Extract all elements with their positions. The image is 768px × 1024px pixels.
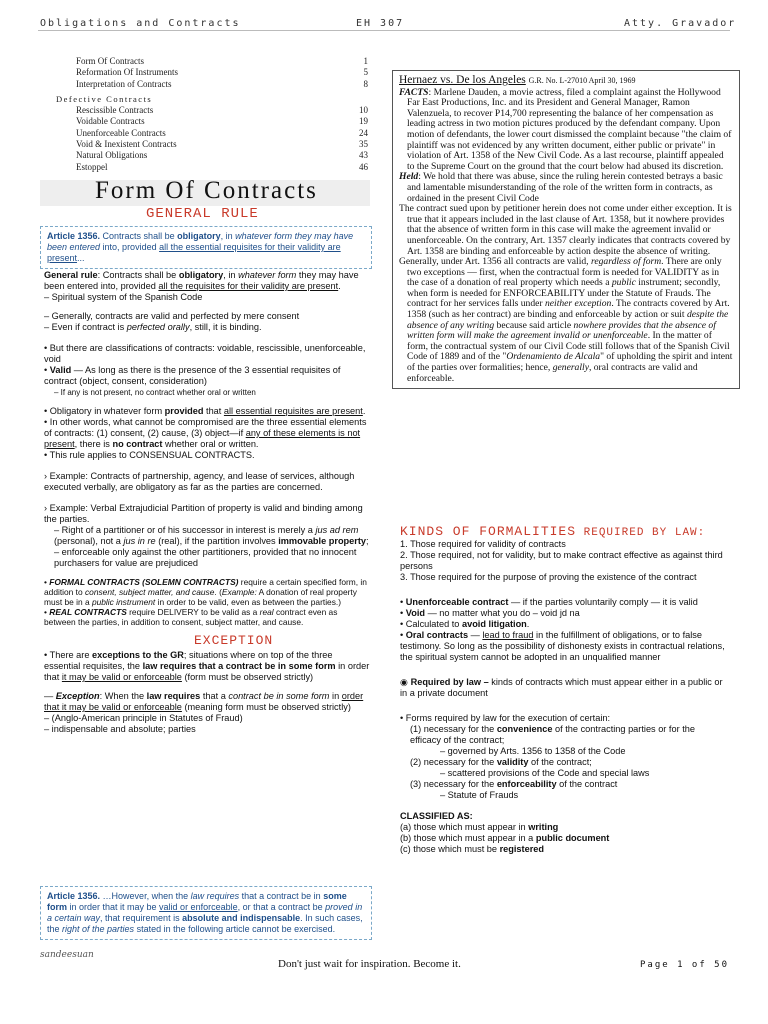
right-column — [400, 524, 726, 855]
example-item: › Example: Contracts of partnership, agency, and lease of services, although executed verbally, are obligatory as far as the parties are concerned. — [44, 471, 355, 492]
list-item: ◉ Required by law – kinds of contracts which must appear either in a public or in a private document — [400, 677, 723, 698]
list-item: — Exception: When the law requires that a contract be in some form in order that it may be valid or enforceable (meaning form must be observed strictly) — [44, 691, 364, 712]
page-title: Form Of Contracts — [95, 177, 318, 204]
list-item: • In other words, what cannot be compromised are the three essential elements of contracts: (1) consent, (2) cause, (3) object—if any of these elements is not present, there is no contract whether oral or written. — [44, 417, 367, 449]
general-rule-text: General rule: Contracts shall be obligatory, in whatever form they may have been entered into, provided all the requisites for their validity are present. — [44, 270, 359, 291]
list-item: – Spiritual system of the Spanish Code — [44, 292, 203, 302]
exception-heading: EXCEPTION — [194, 633, 274, 648]
list-item: – If any is not present, no contract whether oral or written — [54, 388, 256, 397]
list-item: – Generally, contracts are valid and perfected by mere consent — [44, 311, 300, 321]
real-contracts-item: • REAL CONTRACTS require DELIVERY to be valid as a real contract even as between the parties, in addition to consent, subject matter, and cause. — [44, 607, 338, 627]
formal-contracts-item: • FORMAL CONTRACTS (SOLEMN CONTRACTS) require a certain specified form, in addition to consent, subject matter, and cause. (Example: A donation of real property must be in a public instrument in order to be valid, even as between the parties.) — [44, 577, 367, 607]
list-item: (b) those which must appear in a public document — [400, 833, 610, 843]
table-of-contents — [56, 56, 368, 173]
list-item: • Void — no matter what you do – void jd na — [400, 608, 580, 618]
toc-item[interactable]: Unenforceable Contracts 24 — [76, 127, 368, 138]
list-item: • There are exceptions to the GR; situations where on top of the three essential requisites, the law requires that a contract be in some form in order that it may be valid or enforceable (form must be observed strictly) — [44, 650, 370, 682]
list-item: – indispensable and absolute; parties — [44, 724, 196, 734]
list-item: 3. Those required for the purpose of proving the existence of the contract — [400, 572, 697, 582]
header-rule — [38, 30, 730, 31]
list-item: (c) those which must be registered — [400, 844, 545, 854]
header-course-code: EH 307 — [356, 18, 405, 29]
list-item: (3) necessary for the enforceability of the contract — [410, 779, 618, 789]
list-item: • Obligatory in whatever form provided that all essential requisites are present. — [44, 406, 366, 416]
list-item: • Oral contracts — lead to fraud in the fulfillment of obligations, or to false testimony. So long as the possibility of dishonesty exists in contractual relations, the spiritual system cannot be adopted in an unqualified manner — [400, 630, 725, 662]
list-item: – Even if contract is perfected orally, still, it is binding. — [44, 322, 262, 332]
list-item: • This rule applies to CONSENSUAL CONTRACTS. — [44, 450, 255, 460]
list-item: – scattered provisions of the Code and special laws — [440, 768, 650, 778]
toc-item[interactable]: Estoppel 46 — [76, 161, 368, 172]
signature: sandeesuan — [40, 950, 94, 960]
toc-item[interactable]: Void & Inexistent Contracts 35 — [76, 139, 368, 150]
list-item: • But there are classifications of contracts: voidable, rescissible, unenforceable, void — [44, 343, 366, 364]
header-instructor: Atty. Gravador — [624, 18, 737, 29]
kinds-heading: KINDS OF FORMALITIES REQUIRED BY LAW: — [400, 524, 706, 539]
list-item: – Right of a partitioner or of his successor in interest is merely a jus ad rem (personal), not a jus in re (real), if the partition involves immovable property; — [54, 525, 369, 546]
case-paragraph: Generally, under Art. 1356 all contracts are valid, regardless of form. There are only two exceptions — first, when the contractual form is needed for VALIDITY as in the case of a donation of real property which needs a public instrument; secondly, when form is needed for ENFORCEABILITY under the Statute of Frauds. The contract for her services falls under neither exception. The contracts covered by Art. 1358 (such as her contract) are binding and enforceable by action or suit despite the absence of any writing because said article nowhere provides that the absence of written form will make the agreement invalid or unenforceable. In the matter of form, the contractual system of our Civil Code still follows that of the Spanish Civil Code of 1889 and of the "Ordenamiento de Alcala" of upholding the spirit and intent of the parties over formalities; hence, generally, oral contracts are valid and enforceable. — [399, 256, 733, 384]
case-digest-box — [392, 70, 740, 389]
list-item: 1. Those required for validity of contracts — [400, 539, 566, 549]
list-item: (1) necessary for the convenience of the contracting parties or for the efficacy of the contract; — [410, 724, 695, 745]
list-item: • Unenforceable contract — if the parties voluntarily comply — it is valid — [400, 597, 698, 607]
toc-item[interactable]: Reformation Of Instruments 5 — [76, 67, 368, 78]
toc-item[interactable]: Form Of Contracts 1 — [76, 56, 368, 66]
toc-item[interactable]: Natural Obligations 43 — [76, 150, 368, 161]
toc-defective-heading: Defective Contracts — [56, 93, 153, 104]
footer-quote: Don't just wait for inspiration. Become it. — [278, 958, 461, 970]
list-item: (2) necessary for the validity of the contract; — [410, 757, 592, 767]
list-item: 2. Those required, not for validity, but to make contract effective as against third persons — [400, 550, 723, 571]
list-item: – governed by Arts. 1356 to 1358 of the Code — [440, 746, 626, 756]
list-item: • Calculated to avoid litigation. — [400, 619, 530, 629]
list-item: – enforceable only against the other partitioners, provided that no innocent purchasers for value are prejudiced — [54, 547, 357, 568]
toc-item[interactable]: Voidable Contracts 19 — [76, 116, 368, 127]
classified-heading: CLASSIFIED AS: — [400, 811, 473, 821]
toc-item[interactable]: Rescissible Contracts 10 — [76, 105, 368, 116]
general-rule-heading: GENERAL RULE — [146, 206, 259, 222]
case-facts: FACTS: Marlene Dauden, a movie actress, filed a complaint against the Hollywood Far East Productions, Inc. and its President and General Manager, Ramon Valenzuela, to recover P14,700 representing the balance of her compensation as leading actress in two motion pictures produced by the defendant company. Upon motion of defendants, the lower court dismissed the complaint because "the claim of plaintiff was not evidenced by any written document, either public or private" in violation of Art. 1358 of the New Civil Code. As a last recourse, plaintiff appealed to the Supreme Court on the ground that the court below had abused its discretion. — [399, 86, 732, 172]
case-held: Held: We hold that there was abuse, since the ruling herein contested betrays a basic and lamentable misunderstanding of the role of the written form in contracts, as ordained in the present Civil Code — [399, 171, 723, 204]
article-1356-box: Article 1356. Contracts shall be obligatory, in whatever form they may have been entered into, provided all the essential requisites for their validity are present... — [40, 226, 372, 269]
left-column — [44, 270, 370, 735]
header-course-title: Obligations and Contracts — [40, 18, 241, 29]
case-title: Hernaez vs. De los Angeles G.R. No. L-27010 April 30, 1969 — [399, 74, 636, 86]
case-paragraph: The contract sued upon by petitioner herein does not come under either exception. It is true that it appears included in the last clause of Art. 1358, but it nowhere provides that the absence of written form in this case will make the agreement invalid or unenforceable. On the contrary, Art. 1357 clearly indicates that contracts covered by Art. 1358 are binding and enforceable by action despite the absence of writing. — [399, 203, 732, 257]
example-item: › Example: Verbal Extrajudicial Partition of property is valid and binding among the parties. — [44, 503, 363, 524]
list-item: – (Anglo-American principle in Statutes of Fraud) — [44, 713, 243, 723]
list-item: • Forms required by law for the execution of certain: — [400, 713, 611, 723]
toc-item[interactable]: Interpretation of Contracts 8 — [76, 78, 368, 89]
list-item: (a) those which must appear in writing — [400, 822, 559, 832]
article-1356-exception-box: Article 1356. …However, when the law requires that a contract be in some form in order that it may be valid or enforceable, or that a contract be proved in a certain way, that requirement is absolute and indispensable. In such cases, the right of the parties stated in the following article cannot be exercised. — [40, 886, 372, 940]
page-number: Page 1 of 50 — [640, 960, 730, 970]
list-item: – Statute of Frauds — [440, 790, 519, 800]
list-item: • Valid — As long as there is the presence of the 3 essential requisites of contract (object, consent, consideration) — [44, 365, 341, 386]
